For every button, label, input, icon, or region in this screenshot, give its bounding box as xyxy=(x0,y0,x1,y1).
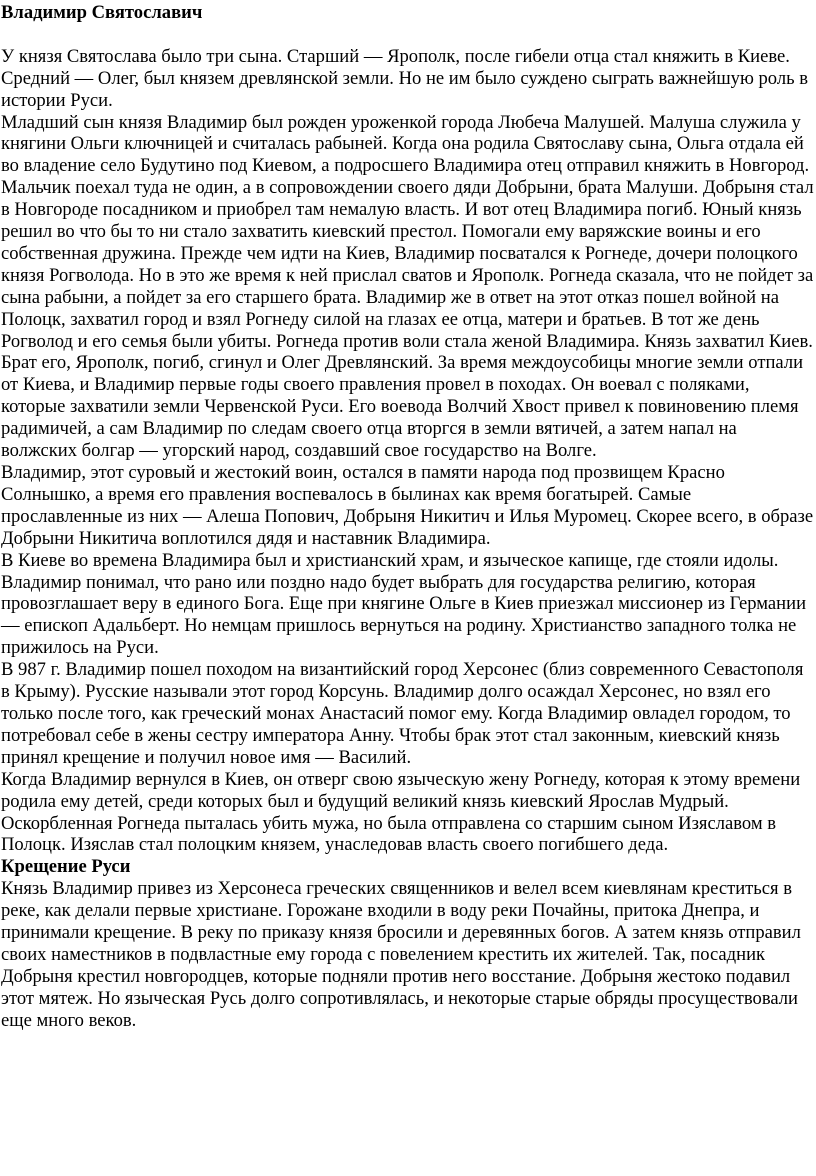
paragraph-sons-of-svyatoslav: У князя Святослава было три сына. Старший — Ярополк, после гибели отца стал княжить в Киеве. Средний — Олег, был князем древлянской земли. Но не им было суждено сыграть важнейшую роль в истории Руси. xyxy=(1,45,809,111)
paragraph-vladimir-rise: Младший сын князя Владимир был рожден уроженкой города Любеча Малушей. Малуша служила у княгини Ольги ключницей и считалась рабыней. Когда она родила Святославу сына, Ольга отдала ей во владение село Будутино под Киевом, а подросшего Владимира отец отправил княжить в Новгород. Мальчик поехал туда не один, а в сопровождении своего дяди Добрыни, брата Малуши. Добрыня стал в Новгороде посадником и приобрел там немалую власть. И вот отец Владимира погиб. Юный князь решил во что бы то ни стало захватить киевский престол. Помогали ему варяжские воины и его собственная дружина. Прежде чем идти на Киев, Владимир посватался к Рогнеде, дочери полоцкого князя Рогволода. Но в это же время к ней прислал сватов и Ярополк. Рогнеда сказала, что не пойдет за сына рабыни, а пойдет за его старшего брата. Владимир же в ответ на этот отказ пошел войной на Полоцк, захватил город и взял Рогнеду силой на глазах ее отца, матери и братьев. В тот же день Рогволод и его семья были убиты. Рогнеда против воли стала женой Владимира. Князь захватил Киев. Брат его, Ярополк, погиб, сгинул и Олег Древлянский. За время междоусобицы многие земли отпали от Киева, и Владимир первые годы своего правления провел в походах. Он воевал с поляками, которые захватили земли Червенской Руси. Его воевода Волчий Хвост привел к повиновению племя радимичей, а сам Владимир по следам своего отца вторгся в земли вятичей, а затем напал на волжских болгар — угорский народ, создавший свое государство на Волге. xyxy=(1,111,814,462)
paragraph-choice-of-religion: В Киеве во времена Владимира был и христианский храм, и языческое капище, где стояли идолы. Владимир понимал, что рано или поздно надо будет выбрать для государства религию, которая провозглашает веру в единого Бога. Еще при княгине Ольге в Киев приезжал миссионер из Германии — епископ Адальберт. Но немцам пришлось вернуться на родину. Христианство западного толка не прижилось на Руси. xyxy=(1,549,807,659)
blank-line xyxy=(1,24,816,46)
section-heading: Крещение Руси xyxy=(1,856,131,878)
paragraph-krasno-solnyshko: Владимир, этот суровый и жестокий воин, остался в памяти народа под прозвищем Красно Солнышко, а время его правления воспевалось в былинах как время богатырей. Самые прославленные из них — Алеша Попович, Добрыня Никитич и Илья Муромец. Скорее всего, в образе Добрыни Никитича воплотился дядя и наставник Владимира. xyxy=(1,462,814,549)
paragraph-baptism: Князь Владимир привез из Херсонеса греческих священников и велел всем киевлянам креститься в реке, как делали первые христиане. Горожане входили в воду реки Почайны, притока Днепра, и принимали крещение. В реку по приказу князя бросили и деревянных богов. А затем князь отправил своих наместников в подвластные ему города с повелением крестить их жителей. Так, посадник Добрыня крестил новгородцев, которые подняли против него восстание. Добрыня жестоко подавил этот мятеж. Но языческая Русь долго сопротивлялась, и некоторые старые обряды просуществовали еще много веков. xyxy=(1,878,801,1031)
paragraph-chersonesus: В 987 г. Владимир пошел походом на византийский город Херсонес (близ современного Севастополя в Крыму). Русские называли этот город Корсунь. Владимир долго осаждал Херсонес, но взял его только после того, как греческий монах Анастасий помог ему. Когда Владимир овладел городом, то потребовал себе в жены сестру императора Анну. Чтобы брак этот стал законным, киевский князь принял крещение и получил новое имя — Василий. xyxy=(1,659,804,768)
paragraph-rogneda: Когда Владимир вернулся в Киев, он отверг свою языческую жену Рогнеду, которая к этому времени родила ему детей, среди которых был и будущий великий князь киевский Ярослав Мудрый. Оскорбленная Рогнеда пыталась убить мужа, но была отправлена со старшим сыном Изяславом в Полоцк. Изяслав стал полоцким князем, унаследовав власть своего погибшего деда. xyxy=(1,768,801,856)
document-title: Владимир Святославич xyxy=(1,2,203,23)
